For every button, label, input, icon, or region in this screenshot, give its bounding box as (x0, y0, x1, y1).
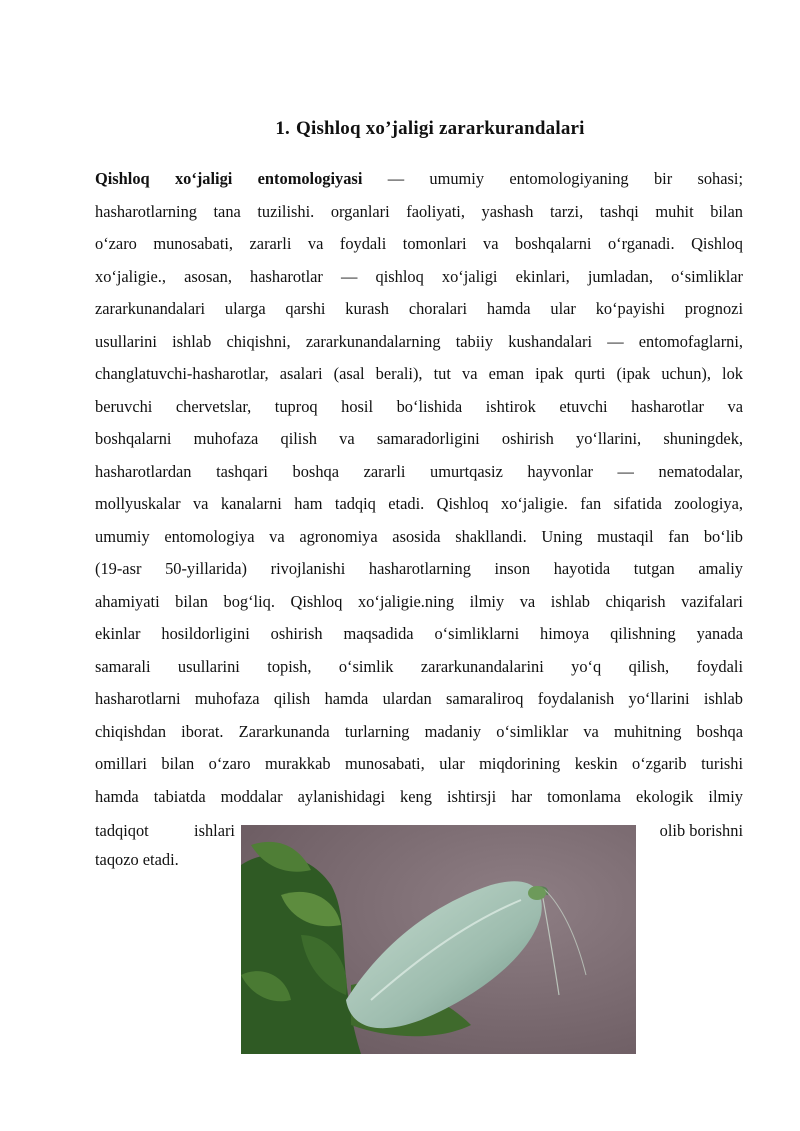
paragraph-line: ahamiyati bilan bog‘liq. Qishloq xo‘jaligie.ning ilmiy va ishlab chiqarish vazifalari (95, 591, 743, 611)
paragraph-line: hasharotlardan tashqari boshqa zararli umurtqasiz hayvonlar — nematodalar, (95, 461, 743, 481)
heading-number: 1. (275, 118, 290, 139)
paragraph-line: usullarini ishlab chiqishni, zararkunandalarning tabiiy kushandalari — entomofaglarni, (95, 331, 743, 351)
paragraph-line: hasharotlarning tana tuzilishi. organlari faoliyati, yashash tarzi, tashqi muhit bilan (95, 201, 743, 221)
paragraph-line: samarali usullarini topish, o‘simlik zararkunandalarini yo‘q qilish, foydali (95, 656, 743, 676)
paragraph-line: xo‘jaligie., asosan, hasharotlar — qishloq xo‘jaligi ekinlari, jumladan, o‘simliklar (95, 266, 743, 286)
paragraph-line: beruvchi chervetslar, tuproq hosil bo‘lishida ishtirok etuvchi hasharotlar va (95, 396, 743, 416)
definition-start: — umumiy entomologiyaning bir sohasi; (362, 169, 743, 188)
paragraph-line (95, 169, 743, 189)
paragraph-line: o‘zaro munosabati, zararli va foydali tomonlari va boshqalarni o‘rganadi. Qishloq (95, 234, 743, 253)
paragraph-line: (19-asr 50-yillarida) rivojlanishi hasharotlarning inson hayotida tutgan amaliy (95, 559, 743, 578)
text-left-of-figure: tadqiqot ishlari (95, 821, 235, 840)
paragraph-line: boshqalarni muhofaza qilish va samaradorligini oshirish yo‘llarini, shuningdek, (95, 429, 743, 448)
section-heading (0, 118, 800, 140)
paragraph-line: zararkunandalari ularga qarshi kurash choralari hamda ular ko‘payishi prognozi (95, 299, 743, 318)
paragraph-line: hamda tabiatda moddalar aylanishidagi keng ishtirsji har tomonlama ekologik ilmiy (95, 786, 743, 806)
defined-term: Qishloq xo‘jaligi entomologiyasi (95, 169, 363, 188)
paragraph-final-line: taqozo etadi. (95, 850, 179, 869)
paragraph-line: mollyuskalar va kanalarni ham tadqiq etadi. Qishloq xo‘jaligie. fan sifatida zoologiya, (95, 494, 743, 513)
paragraph-line: hasharotlarni muhofaza qilish hamda ulardan samaraliroq foydalanish yo‘llarini ishlab (95, 689, 743, 708)
paragraph-line: ekinlar hosildorligini oshirish maqsadida o‘simliklarni himoya qilishning yanada (95, 624, 743, 643)
paragraph-line: chiqishdan iborat. Zararkunanda turlarning madaniy o‘simliklar va muhitning boshqa (95, 721, 743, 741)
insect-photo-icon (241, 825, 636, 1054)
text-right-of-figure: olib borishni (659, 821, 743, 840)
paragraph-line: omillari bilan o‘zaro murakkab munosabati, ular miqdorining keskin o‘zgarib turishi (95, 754, 743, 773)
heading-title: Qishloq xo’jaligi zararkurandalari (296, 118, 585, 139)
paragraph-line: umumiy entomologiya va agronomiya asosida shakllandi. Uning mustaqil fan bo‘lib (95, 526, 743, 546)
insect-photo (241, 825, 636, 1054)
paragraph-line: changlatuvchi-hasharotlar, asalari (asal berali), tut va eman ipak qurti (ipak uchun), lok (95, 364, 743, 383)
